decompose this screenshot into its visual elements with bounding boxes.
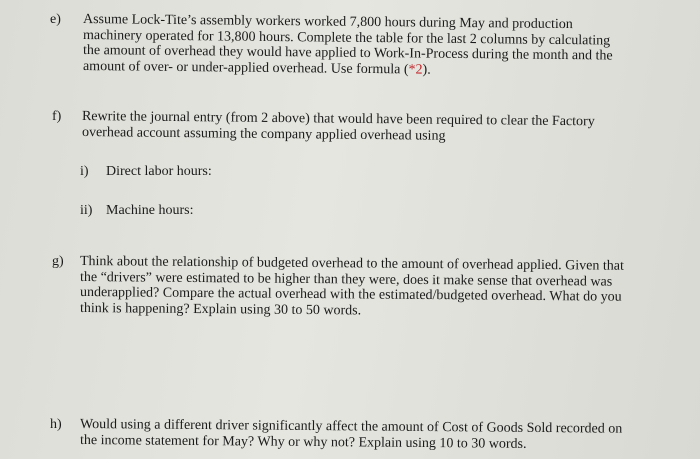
question-h-line-1: Would using a different driver significantly affect the amount of Cost of Goods Sold recorded on — [79, 417, 623, 437]
question-e-line-2: machinery operated for 13,800 hours. Complete the table for the last 2 columns by calculating — [82, 27, 611, 49]
question-h-marker: h) — [50, 417, 62, 432]
sub-i-marker: i) — [80, 164, 89, 179]
sub-ii-marker: ii) — [80, 203, 93, 218]
question-g-line-2: the “drivers” were estimated to be higher than they were, does it make sense that overhead was — [79, 269, 613, 290]
sub-i-text: Direct labor hours: — [106, 164, 212, 179]
question-e-line-4-prefix: amount of over- or under-applied overhead. Use formula ( — [82, 58, 409, 77]
question-g-marker: g) — [52, 254, 64, 269]
question-g-text — [80, 254, 624, 316]
sub-ii-text: Machine hours: — [106, 203, 194, 218]
question-e-text — [82, 12, 613, 78]
question-g-line-3: underapplied? Compare the actual overhead with the estimated/budgeted overhead. What do you — [79, 285, 622, 305]
question-e-line-3: the amount of overhead they would have applied to Work-In-Process during the month and the — [82, 43, 613, 64]
question-g-line-1: Think about the relationship of budgeted overhead to the amount of overhead applied. Given that — [79, 254, 624, 274]
question-h-line-2: the income statement for May? Why or why not? Explain using 10 to 30 words. — [79, 432, 527, 452]
question-f-line-2: overhead account assuming the company applied overhead using — [81, 124, 446, 144]
question-f-line-1: Rewrite the journal entry (from 2 above) that would have been required to clear the Factory — [81, 109, 595, 130]
question-e-marker: e) — [50, 12, 61, 27]
question-e-line-4-suffix: ). — [422, 62, 431, 78]
formula-reference: *2 — [408, 61, 423, 78]
question-f-text — [81, 109, 595, 144]
question-g-line-4: think is happening? Explain using 30 to 50 words. — [79, 300, 362, 318]
question-f-marker: f) — [52, 109, 62, 124]
question-h-text — [79, 417, 623, 452]
question-e-line-1: Assume Lock-Tite’s assembly workers worked 7,800 hours during May and production — [82, 12, 573, 33]
